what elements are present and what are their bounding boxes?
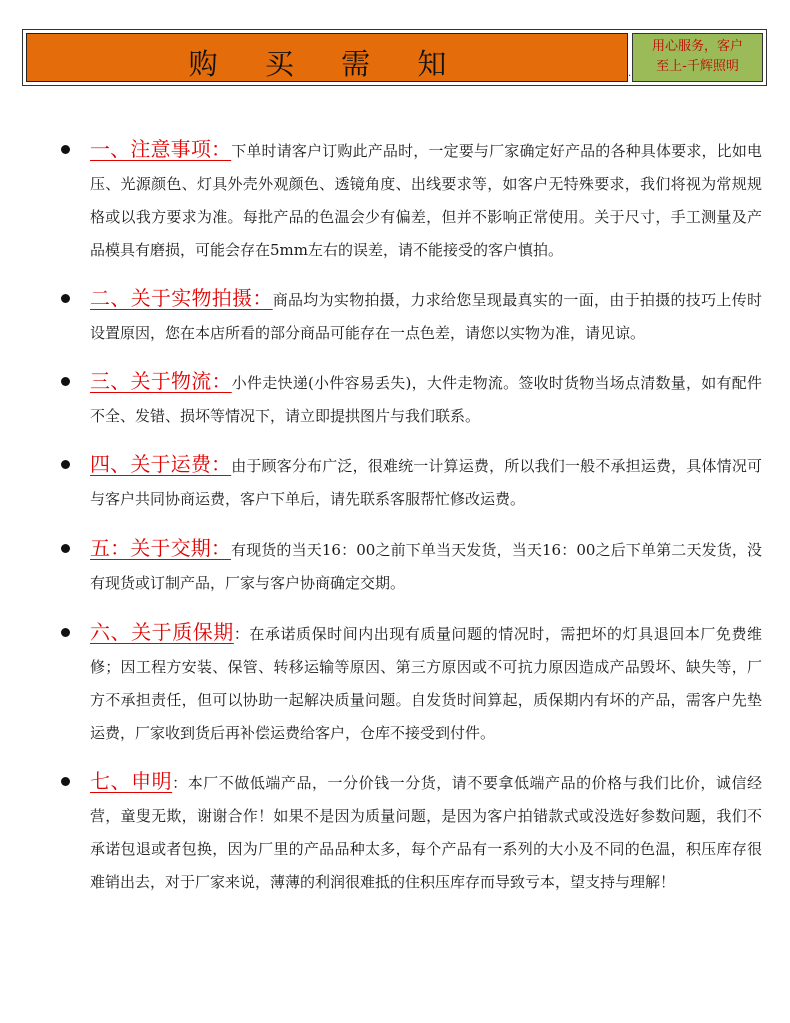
notice-heading: 四、关于运费： [90,452,232,476]
notice-item-text [90,133,762,267]
notice-body: 有现货的当天16：00之前下单当天发货，当天16：00之后下单第二天发货，没有现货或订制产品，厂家与客户协商确定交期。 [90,541,763,592]
notice-body: 下单时请客户订购此产品时，一定要与厂家确定好产品的各种具体要求，比如电压、光源颜色、灯具外壳外观颜色、透镜角度、出线要求等，如客户无特殊要求，我们将视为常规规格或以我方要求为准。每批产品的色温会少有偏差，但并不影响正常使用。关于尺寸，手工测量及产品模具有磨损，可能会存在5mm左右的误差，请不能接受的客户慎拍。 [90,142,762,259]
notice-body: 小件走快递(小件容易丢失)，大件走物流。签收时货物当场点清数量，如有配件不全、发错、损坏等情况下，请立即提拱图片与我们联系。 [90,374,762,425]
bullet-icon [61,628,70,637]
header-dot: . [628,68,632,79]
bullet-icon [61,544,70,553]
notice-heading: 七、申明 [90,769,173,793]
notice-body: 商品均为实物拍摄，力求给您呈现最真实的一面，由于拍摄的技巧上传时设置原因，您在本店所看的部分商品可能存在一点色差，请您以实物为准，请见谅。 [90,291,762,342]
header-banner [26,33,628,82]
notice-body: ：在承诺质保时间内出现有质量问题的情况时，需把坏的灯具退回本厂免费维修；因工程方安装、保管、转移运输等原因、第三方原因或不可抗力原因造成产品毁坏、缺失等，厂方不承担责任，但可以协助一起解决质量问题。自发货时间算起，质保期内有坏的产品，需客户先垫运费，厂家收到货后再补偿运费给客户，仓库不接受到付件。 [90,625,763,742]
notice-heading: 一、注意事项： [90,137,232,161]
notice-heading: 二、关于实物拍摄： [90,286,273,310]
notice-item-text [90,532,762,600]
service-line-2: 至上-千辉照明 [656,59,739,74]
bullet-icon [61,145,70,154]
notice-heading: 六、关于质保期 [90,620,234,644]
bullet-icon [61,777,70,786]
notice-heading: 五：关于交期： [90,536,231,560]
notice-item-text [90,448,762,516]
page-title: 购 买 需 知 [188,47,466,81]
notice-item-text [90,282,762,350]
bullet-icon [61,377,70,386]
service-line-1: 用心服务，客户 [651,39,743,54]
notice-body: 由于顾客分布广泛，很难统一计算运费，所以我们一般不承担运费，具体情况可与客户共同协商运费，客户下单后，请先联系客服帮忙修改运费。 [90,457,762,508]
notice-heading: 三、关于物流： [90,369,232,393]
service-badge [632,33,763,82]
bullet-icon [61,460,70,469]
notice-item-text [90,365,762,433]
bullet-icon [61,294,70,303]
notice-body: ：本厂不做低端产品，一分价钱一分货，请不要拿低端产品的价格与我们比价，诚信经营，童叟无欺，谢谢合作！如果不是因为质量问题，是因为客户拍错款式或没选好参数问题，我们不承诺包退或者包换，因为厂里的产品品种太多，每个产品有一系列的大小及不同的色温，积压库存很难销出去，对于厂家来说，薄薄的利润很难抵的住积压库存而导致亏本，望支持与理解！ [90,774,762,891]
notice-item-text [90,765,762,899]
notice-item-text [90,616,762,750]
